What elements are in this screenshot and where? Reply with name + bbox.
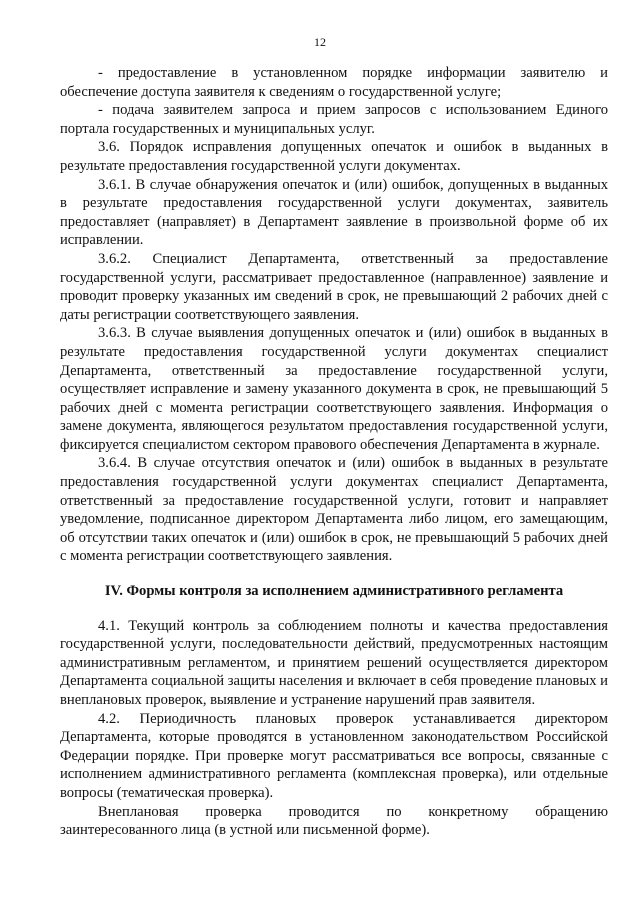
paragraph-unscheduled-check: Внеплановая проверка проводится по конкретному обращению заинтересованного лица (в устной или письменной форме).	[60, 803, 608, 839]
paragraph-4-2: 4.2. Периодичность плановых проверок устанавливается директором Департамента, которые проводятся в установленном законодательством Российской Федерации порядке. При проверке могут рассматриваться все вопросы, связанные с исполнением административного регламента (комплексная проверка), или отдельные вопросы (тематическая проверка).	[60, 710, 608, 801]
paragraph-portal-request: - подача заявителем запроса и прием запросов с использованием Единого портала государственных и муниципальных услуг.	[60, 102, 608, 137]
paragraph-info-provision: - предоставление в установленном порядке информации заявителю и обеспечение доступа заявителя к сведениям о государственной услуге;	[60, 65, 608, 100]
document-body	[60, 64, 608, 840]
paragraph-3-6-3: 3.6.3. В случае выявления допущенных опечаток и (или) ошибок в выданных в результате предоставления государственной услуги документах специалист Департамента, ответственный за предоставление государственной услуги, осуществляет исправление и замену указанного документа в срок, не превышающий 5 рабочих дней с момента регистрации соответствующего заявления. Информация о замене документа, являющегося результатом предоставления государственной услуги, фиксируется специалистом сектором правового обеспечения Департамента в журнале.	[60, 325, 608, 453]
paragraph-4-1: 4.1. Текущий контроль за соблюдением полноты и качества предоставления государственной услуги, последовательности действий, предусмотренных настоящим административным регламентом, и принятием решений осуществляется директором Департамента социальной защиты населения и включает в себя проведение плановых и внеплановых проверок, выявление и устранение нарушений прав заявителя.	[60, 617, 608, 708]
paragraph-3-6-1: 3.6.1. В случае обнаружения опечаток и (или) ошибок, допущенных в выданных в результате предоставления государственной услуги документах, заявитель предоставляет (направляет) в Департамент заявление в произвольной форме об их исправлении.	[60, 176, 608, 249]
section-heading: IV. Формы контроля за исполнением административного регламента	[104, 583, 564, 600]
paragraph-3-6-2: 3.6.2. Специалист Департамента, ответственный за предоставление государственной услуги, рассматривает предоставленное (направленное) заявление и проводит проверку указанных им сведений в срок, не превышающий 2 рабочих дней с даты регистрации соответствующего заявления.	[60, 250, 608, 323]
paragraph-3-6: 3.6. Порядок исправления допущенных опечаток и ошибок в выданных в результате предоставления государственной услуги документах.	[60, 139, 608, 174]
paragraph-3-6-4: 3.6.4. В случае отсутствия опечаток и (или) ошибок в выданных в результате предоставления государственной услуги документах специалист Департамента, ответственный за предоставление государственной услуги, готовит и направляет уведомление, подписанное директором Департамента либо лицом, его замещающим, об отсутствии таких опечаток и (или) ошибок в срок, не превышающий 5 рабочих дней с момента регистрации соответствующего заявления.	[60, 455, 608, 565]
page-number: 12	[314, 35, 326, 49]
